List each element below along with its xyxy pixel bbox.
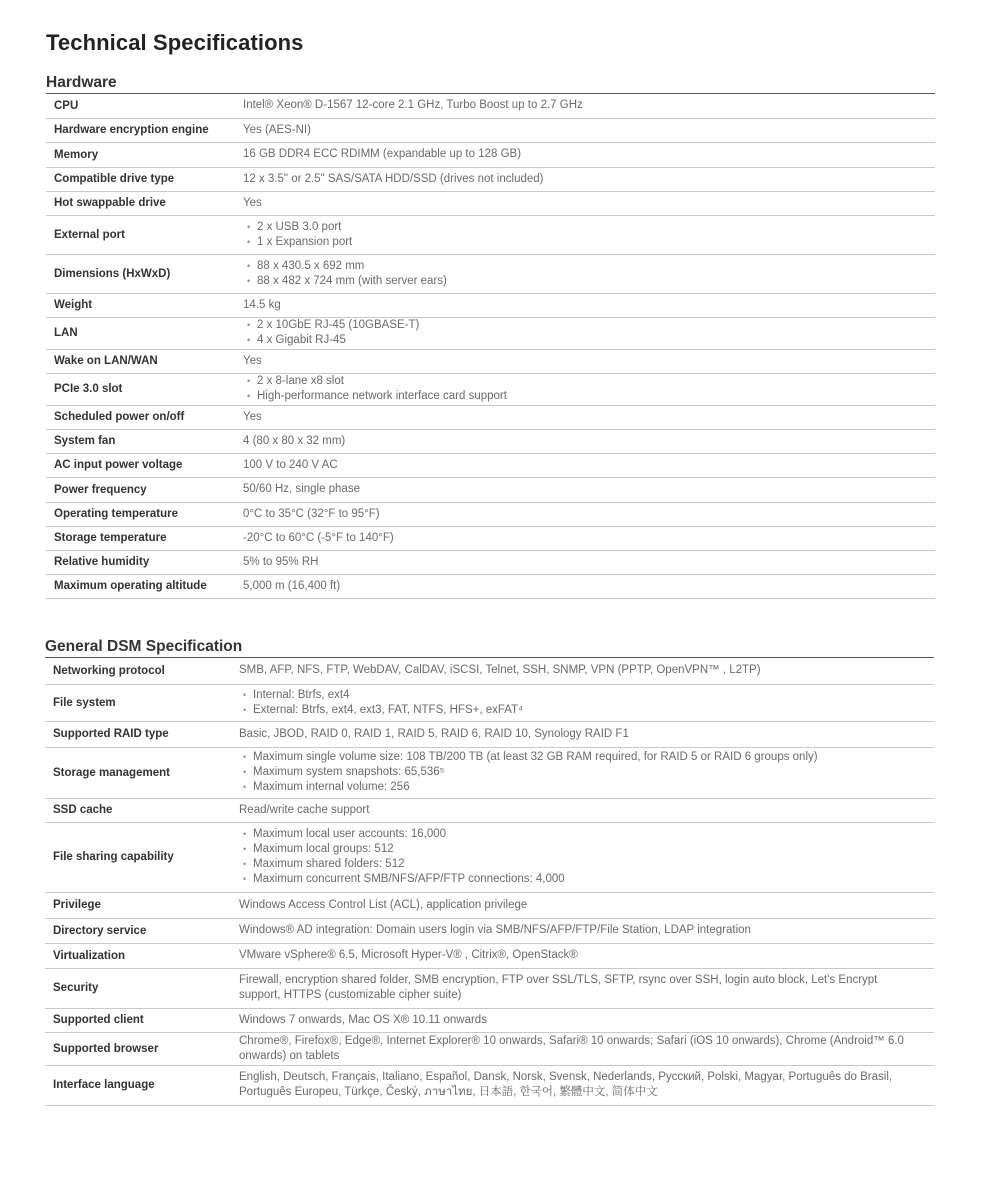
page-title: Technical Specifications (46, 30, 304, 55)
section-title: General DSM Specification (45, 636, 934, 658)
spec-label: Hardware encryption engine (46, 118, 243, 142)
bullet-item: • External: Btrfs, ext4, ext3, FAT, NTFS, HFS+, exFAT⁴ (239, 703, 914, 718)
spec-label: Scheduled power on/off (46, 405, 243, 429)
spec-label: Hot swappable drive (46, 191, 243, 215)
spec-label: PCIe 3.0 slot (46, 373, 243, 405)
spec-value-list (239, 822, 934, 892)
spec-row (46, 405, 935, 429)
spec-label: Virtualization (45, 943, 239, 968)
spec-row (45, 1032, 934, 1065)
spec-row (46, 550, 935, 574)
spec-row (45, 721, 934, 747)
spec-value: Yes (243, 405, 935, 429)
spec-row (46, 118, 935, 142)
spec-row (46, 373, 935, 405)
spec-label: Privilege (45, 892, 239, 918)
spec-row (45, 1008, 934, 1032)
spec-label: File system (45, 684, 239, 721)
spec-value: Windows Access Control List (ACL), application privilege (239, 892, 934, 918)
spec-label: CPU (46, 94, 243, 118)
bullet-list (243, 259, 915, 289)
bullet-item: • 2 x 8-lane x8 slot (243, 374, 915, 389)
spec-row (45, 684, 934, 721)
spec-label: Power frequency (46, 477, 243, 502)
spec-label: Weight (46, 293, 243, 317)
spec-value-list (243, 373, 935, 405)
spec-row (45, 658, 934, 684)
dsm-section (45, 636, 934, 1106)
spec-label: External port (46, 215, 243, 254)
bullet-item: • Maximum internal volume: 256 (239, 780, 914, 795)
bullet-list (239, 688, 914, 718)
bullet-item: • 88 x 482 x 724 mm (with server ears) (243, 274, 915, 289)
spec-row (45, 798, 934, 822)
spec-row (46, 317, 935, 349)
dsm-spec-table (45, 658, 934, 1106)
spec-label: Storage management (45, 747, 239, 798)
spec-label: Supported RAID type (45, 721, 239, 747)
spec-value: English, Deutsch, Français, Italiano, Español, Dansk, Norsk, Svensk, Nederlands, Русский, Polski, Magyar, Português do Brasil, Português Europeu, Türkçe, Český, ภาษาไทย, 日本語, 한국어, 繁體中文, 简体中文 (239, 1065, 934, 1105)
spec-row (45, 892, 934, 918)
spec-value: Yes (243, 191, 935, 215)
spec-row (46, 574, 935, 598)
spec-label: AC input power voltage (46, 453, 243, 477)
spec-label: Memory (46, 142, 243, 167)
spec-value-list (243, 215, 935, 254)
spec-value: 0°C to 35°C (32°F to 95°F) (243, 502, 935, 526)
spec-value: Chrome®, Firefox®, Edge®, Internet Explorer® 10 onwards, Safari® 10 onwards; Safari (iOS 10 onwards), Chrome (Android™ 6.0 onwards) on tablets (239, 1032, 934, 1065)
bullet-item: • Maximum local groups: 512 (239, 842, 914, 857)
spec-row (46, 349, 935, 373)
spec-value: Windows 7 onwards, Mac OS X® 10.11 onwards (239, 1008, 934, 1032)
spec-label: Operating temperature (46, 502, 243, 526)
bullet-item: • 88 x 430.5 x 692 mm (243, 259, 915, 274)
spec-value: Yes (243, 349, 935, 373)
spec-value: 4 (80 x 80 x 32 mm) (243, 429, 935, 453)
spec-value: SMB, AFP, NFS, FTP, WebDAV, CalDAV, iSCSI, Telnet, SSH, SNMP, VPN (PPTP, OpenVPN™ , L2TP) (239, 658, 934, 684)
section-title: Hardware (46, 72, 935, 94)
spec-row (46, 142, 935, 167)
bullet-list (243, 220, 915, 250)
bullet-item: • 4 x Gigabit RJ-45 (243, 333, 915, 348)
spec-value: 5% to 95% RH (243, 550, 935, 574)
spec-row (45, 1065, 934, 1105)
spec-label: Supported browser (45, 1032, 239, 1065)
spec-value: 14.5 kg (243, 293, 935, 317)
bullet-item: • Internal: Btrfs, ext4 (239, 688, 914, 703)
spec-label: Relative humidity (46, 550, 243, 574)
bullet-list (239, 750, 914, 795)
bullet-list (243, 374, 915, 404)
bullet-item: • High-performance network interface card support (243, 389, 915, 404)
spec-row (46, 293, 935, 317)
bullet-item: • Maximum shared folders: 512 (239, 857, 914, 872)
spec-label: Wake on LAN/WAN (46, 349, 243, 373)
bullet-item: • Maximum single volume size: 108 TB/200 TB (at least 32 GB RAM required, for RAID 5 or RAID 6 groups only) (239, 750, 914, 765)
spec-row (46, 191, 935, 215)
spec-value-list (239, 684, 934, 721)
bullet-item: • Maximum local user accounts: 16,000 (239, 827, 914, 842)
spec-label: SSD cache (45, 798, 239, 822)
spec-value: Yes (AES-NI) (243, 118, 935, 142)
spec-value: VMware vSphere® 6.5, Microsoft Hyper-V® , Citrix®, OpenStack® (239, 943, 934, 968)
spec-value: 100 V to 240 V AC (243, 453, 935, 477)
spec-row (46, 453, 935, 477)
spec-value: Windows® AD integration: Domain users login via SMB/NFS/AFP/FTP/File Station, LDAP integration (239, 918, 934, 943)
spec-value: 50/60 Hz, single phase (243, 477, 935, 502)
spec-value: 5,000 m (16,400 ft) (243, 574, 935, 598)
spec-value: -20°C to 60°C (-5°F to 140°F) (243, 526, 935, 550)
spec-label: Networking protocol (45, 658, 239, 684)
bullet-item: • 2 x USB 3.0 port (243, 220, 915, 235)
spec-row (46, 94, 935, 118)
spec-label: LAN (46, 317, 243, 349)
bullet-item: • Maximum system snapshots: 65,536⁵ (239, 765, 914, 780)
spec-label: Supported client (45, 1008, 239, 1032)
spec-value: Firewall, encryption shared folder, SMB encryption, FTP over SSL/TLS, SFTP, rsync over SSH, login auto block, Let's Encrypt support, HTTPS (customizable cipher suite) (239, 968, 934, 1008)
spec-row (45, 918, 934, 943)
spec-row (46, 429, 935, 453)
bullet-list (239, 827, 914, 887)
spec-row (46, 502, 935, 526)
spec-value-list (243, 254, 935, 293)
spec-label: Maximum operating altitude (46, 574, 243, 598)
spec-row (45, 822, 934, 892)
spec-label: Interface language (45, 1065, 239, 1105)
spec-label: Directory service (45, 918, 239, 943)
spec-row (46, 254, 935, 293)
spec-value-list (239, 747, 934, 798)
spec-value-list (243, 317, 935, 349)
spec-row (46, 477, 935, 502)
spec-label: Storage temperature (46, 526, 243, 550)
bullet-item: • 2 x 10GbE RJ-45 (10GBASE-T) (243, 318, 915, 333)
spec-row (45, 968, 934, 1008)
spec-value: Basic, JBOD, RAID 0, RAID 1, RAID 5, RAID 6, RAID 10, Synology RAID F1 (239, 721, 934, 747)
spec-value: Intel® Xeon® D-1567 12-core 2.1 GHz, Turbo Boost up to 2.7 GHz (243, 94, 935, 118)
spec-value: Read/write cache support (239, 798, 934, 822)
spec-row (46, 526, 935, 550)
bullet-item: • 1 x Expansion port (243, 235, 915, 250)
spec-label: File sharing capability (45, 822, 239, 892)
spec-row (46, 215, 935, 254)
hardware-section (46, 72, 935, 599)
spec-row (46, 167, 935, 191)
spec-label: Security (45, 968, 239, 1008)
spec-label: System fan (46, 429, 243, 453)
spec-row (45, 943, 934, 968)
bullet-list (243, 318, 915, 348)
spec-label: Compatible drive type (46, 167, 243, 191)
spec-label: Dimensions (HxWxD) (46, 254, 243, 293)
spec-value: 16 GB DDR4 ECC RDIMM (expandable up to 128 GB) (243, 142, 935, 167)
bullet-item: • Maximum concurrent SMB/NFS/AFP/FTP connections: 4,000 (239, 872, 914, 887)
hardware-spec-table (46, 94, 935, 599)
spec-row (45, 747, 934, 798)
spec-value: 12 x 3.5" or 2.5" SAS/SATA HDD/SSD (drives not included) (243, 167, 935, 191)
